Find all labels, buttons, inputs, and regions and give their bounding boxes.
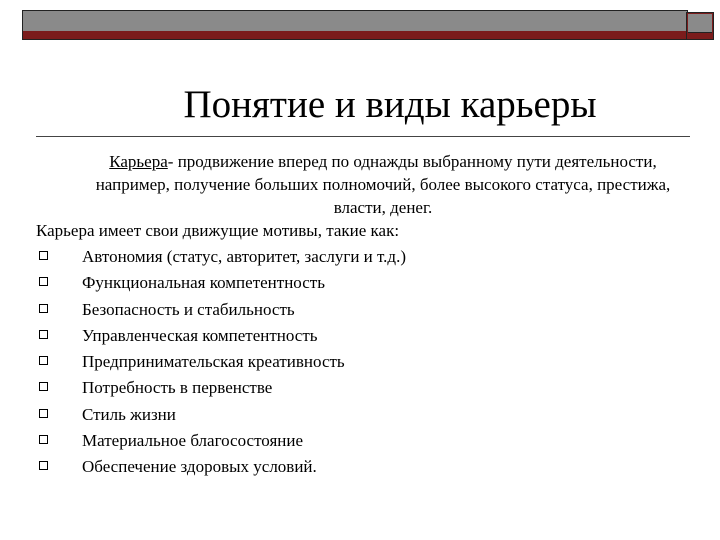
list-item: Автономия (статус, авторитет, заслуги и т.д.) <box>36 244 406 270</box>
square-bullet-icon <box>39 277 48 286</box>
motives-intro: Карьера имеет свои движущие мотивы, такие как: <box>36 221 400 240</box>
list-item: Потребность в первенстве <box>36 375 406 401</box>
header-banner-stripe <box>23 31 687 39</box>
list-item: Функциональная компетентность <box>36 270 406 296</box>
definition-text: - продвижение вперед по однажды выбранному пути деятельности, например, получение больших полномочий, более высокого статуса, престижа, власти, денег. <box>95 152 671 217</box>
square-bullet-icon <box>39 304 48 313</box>
list-item: Предпринимательская креативность <box>36 349 406 375</box>
square-bullet-icon <box>39 330 48 339</box>
slide-title: Понятие и виды карьеры <box>183 83 597 126</box>
definition-term: Карьера <box>109 152 168 171</box>
list-item: Стиль жизни <box>36 402 406 428</box>
list-item: Обеспечение здоровых условий. <box>36 454 406 480</box>
square-bullet-icon <box>39 409 48 418</box>
definition-paragraph <box>36 150 690 219</box>
square-bullet-icon <box>39 461 48 470</box>
square-bullet-icon <box>39 251 48 260</box>
corner-decoration <box>686 12 714 40</box>
motives-list <box>36 244 406 481</box>
square-bullet-icon <box>39 356 48 365</box>
list-item: Безопасность и стабильность <box>36 297 406 323</box>
square-bullet-icon <box>39 382 48 391</box>
list-item: Управленческая компетентность <box>36 323 406 349</box>
square-bullet-icon <box>39 435 48 444</box>
title-divider <box>36 136 690 137</box>
header-banner <box>22 10 688 40</box>
list-item: Материальное благосостояние <box>36 428 406 454</box>
